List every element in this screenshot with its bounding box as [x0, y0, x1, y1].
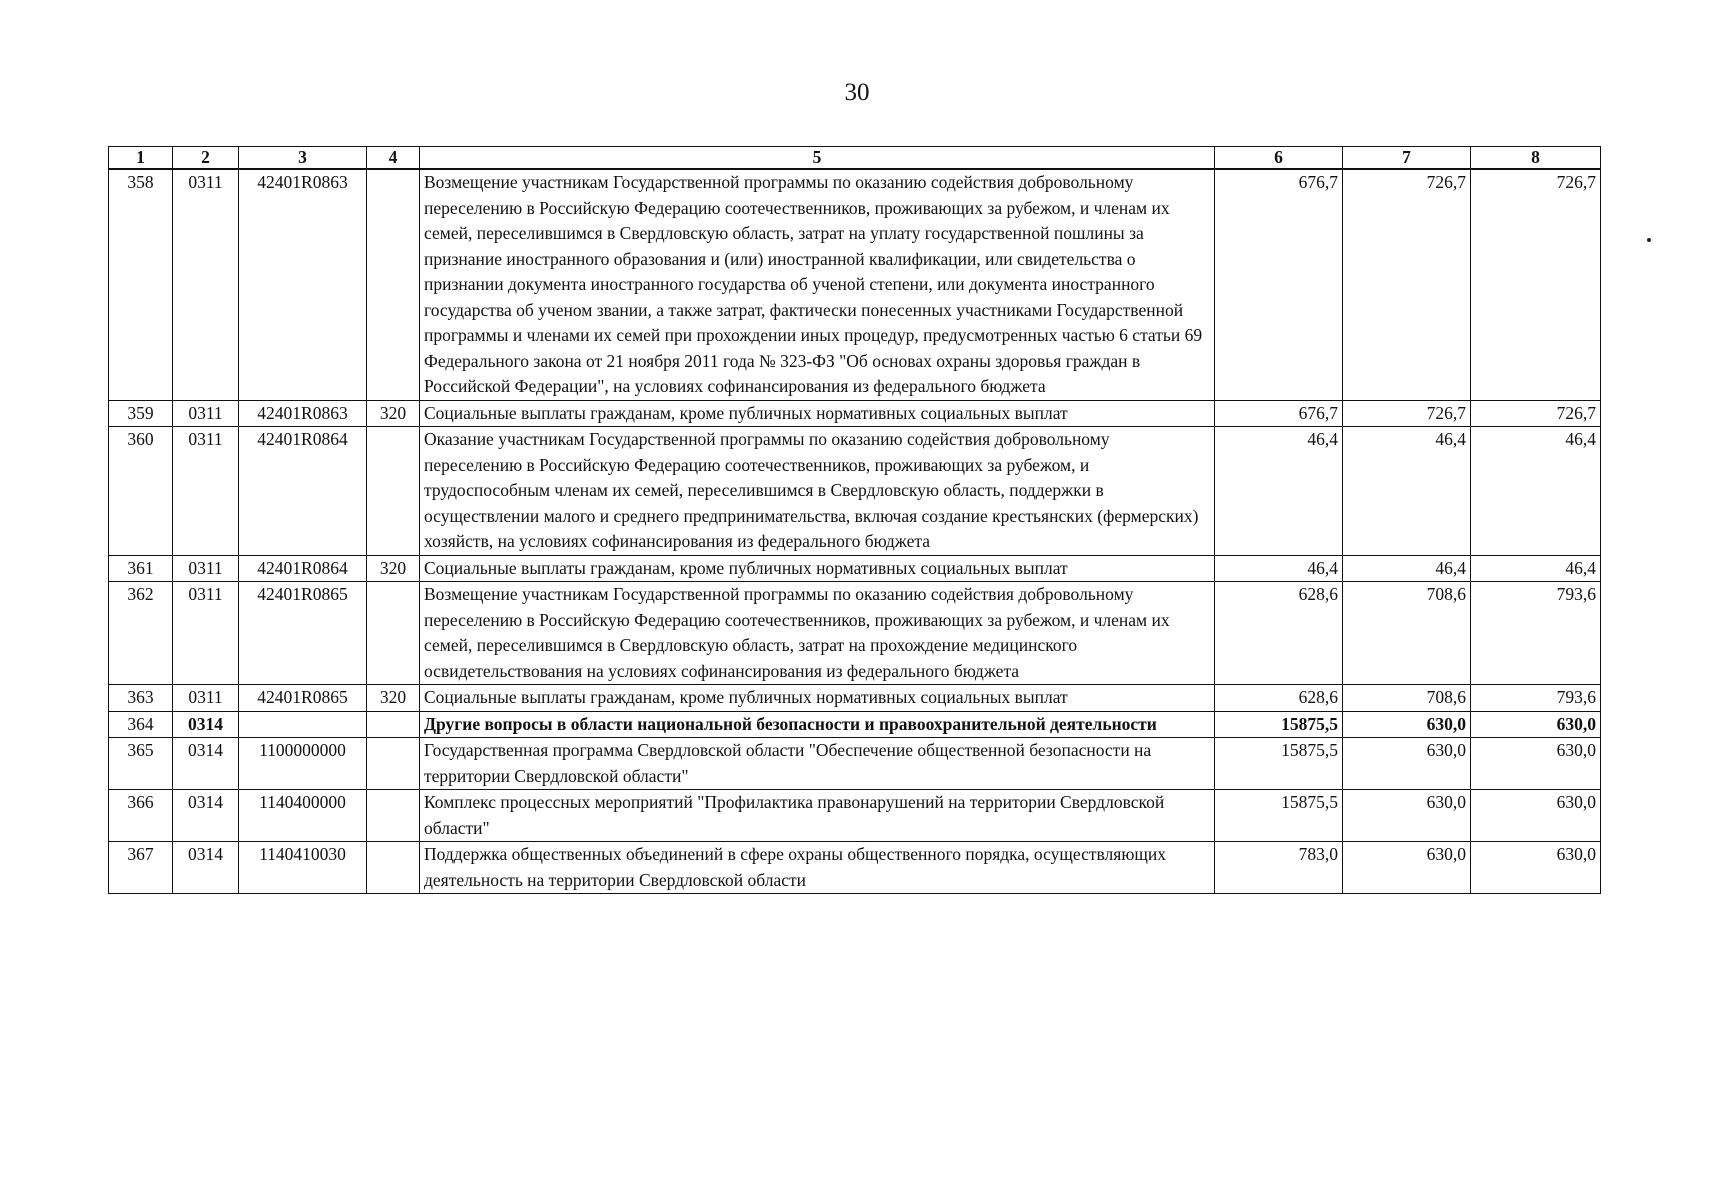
row-number-cell: 358: [109, 169, 173, 400]
expense-type-cell: 320: [367, 555, 420, 582]
section-code-cell: 0314: [173, 711, 239, 738]
amount-year-2-cell: 630,0: [1343, 738, 1471, 790]
header-cell-5: 5: [420, 147, 1215, 170]
header-cell-4: 4: [367, 147, 420, 170]
page-number: 30: [844, 79, 870, 106]
description-cell: Оказание участникам Государственной программы по оказанию содействия добровольному переселению в Российскую Федерацию соотечественников, проживающих за рубежом, и трудоспособным членам их семей, переселившимся в Свердловскую область, поддержки в осуществлении малого и среднего предпринимательства, включая создание крестьянских (фермерских) хозяйств, на условиях софинансирования из федерального бюджета: [420, 427, 1215, 556]
target-article-cell: 42401R0865: [239, 685, 367, 712]
row-number-cell: 367: [109, 842, 173, 894]
row-number-cell: 366: [109, 790, 173, 842]
target-article-cell: [239, 711, 367, 738]
row-number-cell: 359: [109, 400, 173, 427]
target-article-cell: 42401R0864: [239, 427, 367, 556]
table-row: [109, 427, 1601, 556]
table-row: [109, 738, 1601, 790]
table-row: [109, 685, 1601, 712]
section-code-cell: 0311: [173, 427, 239, 556]
description-cell: Государственная программа Свердловской области "Обеспечение общественной безопасности на территории Свердловской области": [420, 738, 1215, 790]
amount-year-2-cell: 46,4: [1343, 427, 1471, 556]
amount-year-2-cell: 630,0: [1343, 790, 1471, 842]
target-article-cell: 1140410030: [239, 842, 367, 894]
expense-type-cell: [367, 842, 420, 894]
table-row: [109, 711, 1601, 738]
description-cell: Возмещение участникам Государственной программы по оказанию содействия добровольному переселению в Российскую Федерацию соотечественников, проживающих за рубежом, и членам их семей, переселившимся в Свердловскую область, затрат на прохождение медицинского освидетельствования на условиях софинансирования из федерального бюджета: [420, 582, 1215, 685]
section-code-cell: 0311: [173, 685, 239, 712]
amount-year-1-cell: 676,7: [1215, 400, 1343, 427]
description-cell: Социальные выплаты гражданам, кроме публичных нормативных социальных выплат: [420, 685, 1215, 712]
description-cell: Социальные выплаты гражданам, кроме публичных нормативных социальных выплат: [420, 400, 1215, 427]
header-cell-8: 8: [1471, 147, 1601, 170]
amount-year-3-cell: 46,4: [1471, 555, 1601, 582]
expense-type-cell: [367, 427, 420, 556]
amount-year-2-cell: 708,6: [1343, 685, 1471, 712]
table-body: [109, 169, 1601, 894]
amount-year-1-cell: 15875,5: [1215, 711, 1343, 738]
section-code-cell: 0311: [173, 400, 239, 427]
amount-year-2-cell: 46,4: [1343, 555, 1471, 582]
header-cell-6: 6: [1215, 147, 1343, 170]
amount-year-3-cell: 46,4: [1471, 427, 1601, 556]
amount-year-2-cell: 630,0: [1343, 711, 1471, 738]
table-row: [109, 790, 1601, 842]
amount-year-1-cell: 783,0: [1215, 842, 1343, 894]
header-cell-1: 1: [109, 147, 173, 170]
row-number-cell: 361: [109, 555, 173, 582]
amount-year-1-cell: 628,6: [1215, 582, 1343, 685]
row-number-cell: 364: [109, 711, 173, 738]
scan-speck: [1647, 238, 1651, 242]
table-row: [109, 400, 1601, 427]
section-code-cell: 0311: [173, 169, 239, 400]
table-row: [109, 842, 1601, 894]
section-code-cell: 0314: [173, 738, 239, 790]
amount-year-3-cell: 726,7: [1471, 400, 1601, 427]
target-article-cell: 42401R0863: [239, 169, 367, 400]
amount-year-3-cell: 630,0: [1471, 790, 1601, 842]
expense-type-cell: 320: [367, 685, 420, 712]
table-row: [109, 555, 1601, 582]
target-article-cell: 42401R0864: [239, 555, 367, 582]
table-row: [109, 169, 1601, 400]
amount-year-2-cell: 726,7: [1343, 400, 1471, 427]
description-cell: Другие вопросы в области национальной безопасности и правоохранительной деятельности: [420, 711, 1215, 738]
expense-type-cell: [367, 169, 420, 400]
header-cell-2: 2: [173, 147, 239, 170]
amount-year-1-cell: 676,7: [1215, 169, 1343, 400]
target-article-cell: 1140400000: [239, 790, 367, 842]
amount-year-3-cell: 793,6: [1471, 685, 1601, 712]
amount-year-2-cell: 630,0: [1343, 842, 1471, 894]
row-number-cell: 365: [109, 738, 173, 790]
row-number-cell: 360: [109, 427, 173, 556]
description-cell: Комплекс процессных мероприятий "Профилактика правонарушений на территории Свердловской области": [420, 790, 1215, 842]
amount-year-2-cell: 708,6: [1343, 582, 1471, 685]
target-article-cell: 42401R0865: [239, 582, 367, 685]
description-cell: Поддержка общественных объединений в сфере охраны общественного порядка, осуществляющих деятельность на территории Свердловской области: [420, 842, 1215, 894]
row-number-cell: 362: [109, 582, 173, 685]
amount-year-3-cell: 726,7: [1471, 169, 1601, 400]
section-code-cell: 0314: [173, 790, 239, 842]
amount-year-1-cell: 15875,5: [1215, 738, 1343, 790]
amount-year-1-cell: 46,4: [1215, 427, 1343, 556]
header-cell-7: 7: [1343, 147, 1471, 170]
amount-year-3-cell: 630,0: [1471, 738, 1601, 790]
target-article-cell: 42401R0863: [239, 400, 367, 427]
amount-year-2-cell: 726,7: [1343, 169, 1471, 400]
section-code-cell: 0314: [173, 842, 239, 894]
amount-year-3-cell: 793,6: [1471, 582, 1601, 685]
amount-year-1-cell: 15875,5: [1215, 790, 1343, 842]
budget-table: [108, 146, 1601, 894]
amount-year-1-cell: 46,4: [1215, 555, 1343, 582]
amount-year-1-cell: 628,6: [1215, 685, 1343, 712]
section-code-cell: 0311: [173, 555, 239, 582]
header-row: [109, 147, 1601, 170]
description-cell: Социальные выплаты гражданам, кроме публичных нормативных социальных выплат: [420, 555, 1215, 582]
expense-type-cell: [367, 790, 420, 842]
expense-type-cell: [367, 738, 420, 790]
row-number-cell: 363: [109, 685, 173, 712]
amount-year-3-cell: 630,0: [1471, 842, 1601, 894]
target-article-cell: 1100000000: [239, 738, 367, 790]
table-row: [109, 582, 1601, 685]
expense-type-cell: 320: [367, 400, 420, 427]
expense-type-cell: [367, 711, 420, 738]
description-cell: Возмещение участникам Государственной программы по оказанию содействия добровольному переселению в Российскую Федерацию соотечественников, проживающих за рубежом, и членам их семей, переселившимся в Свердловскую область, затрат на уплату государственной пошлины за признание иностранного образования и (или) иностранной квалификации, или свидетельства о признании документа иностранного государства об ученой степени, или документа иностранного государства об ученом звании, а также затрат, фактически понесенных участниками Государственной программы и членами их семей при прохождении иных процедур, предусмотренных частью 6 статьи 69 Федерального закона от 21 ноября 2011 года № 323-ФЗ "Об основах охраны здоровья граждан в Российской Федерации", на условиях софинансирования из федерального бюджета: [420, 169, 1215, 400]
amount-year-3-cell: 630,0: [1471, 711, 1601, 738]
header-cell-3: 3: [239, 147, 367, 170]
expense-type-cell: [367, 582, 420, 685]
section-code-cell: 0311: [173, 582, 239, 685]
